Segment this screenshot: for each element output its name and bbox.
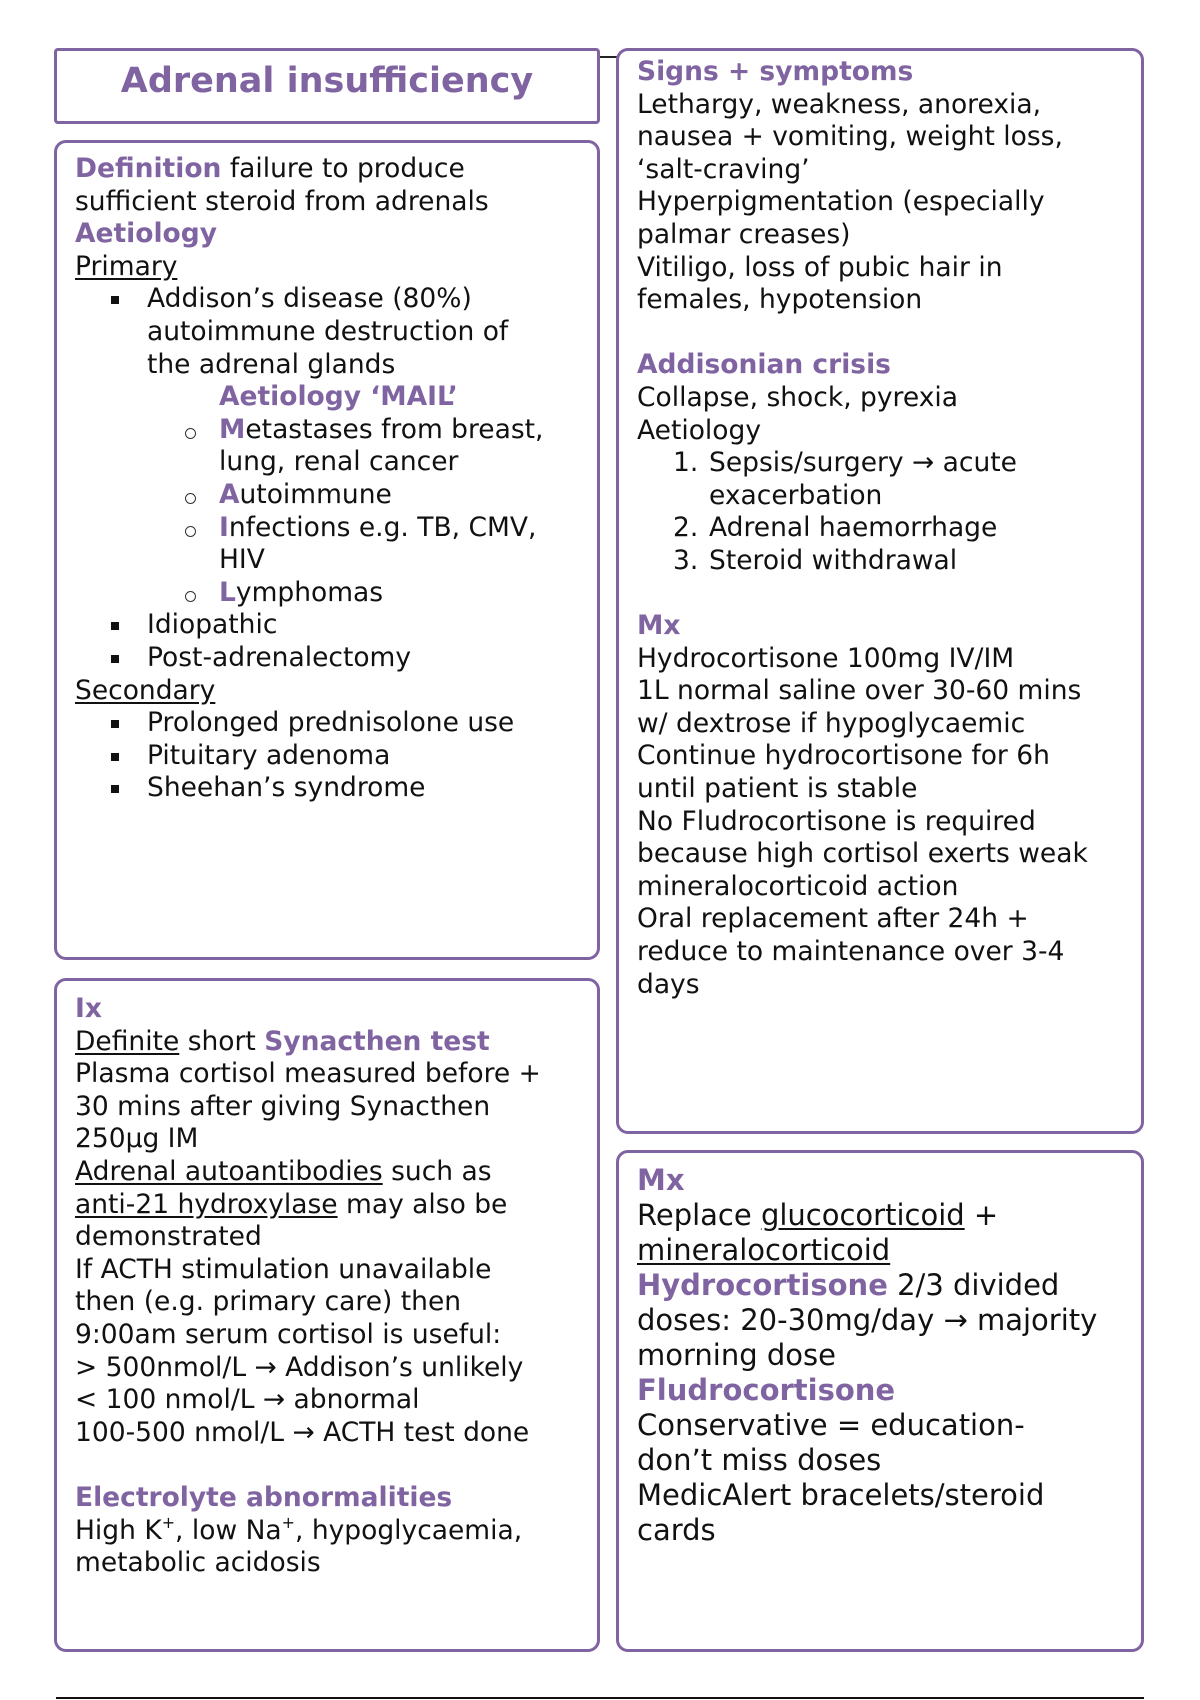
mail-heading-text-3: ’ — [447, 381, 458, 413]
ix-text: 100-500 nmol/L → ACTH test done — [75, 1416, 530, 1448]
crisis-mx-heading: Mx — [637, 610, 681, 642]
ix-text: 30 mins after giving Synacthen — [75, 1090, 491, 1122]
list-number: 2. — [673, 512, 699, 544]
mail-text-cont: lung, renal cancer — [219, 446, 459, 478]
mail-text-cont: HIV — [219, 544, 265, 576]
addisons-line-1: Addison’s disease (80%) — [147, 283, 472, 315]
ix-text: If ACTH stimulation unavailable — [75, 1253, 492, 1285]
primary-label: Primary — [75, 250, 178, 282]
mail-text: nfections e.g. TB, CMV, — [228, 511, 537, 543]
secondary-label: Secondary — [75, 674, 216, 706]
list-item-idiopathic — [75, 609, 585, 642]
secondary-text: Sheehan’s syndrome — [147, 772, 426, 804]
ix-text: such as — [382, 1155, 492, 1187]
electrolyte-text: , hypoglycaemia, — [294, 1514, 523, 1546]
definition-text-1: failure to produce — [221, 153, 465, 184]
electrolyte-line-1 — [75, 1512, 585, 1548]
secondary-text: Prolonged prednisolone use — [147, 707, 515, 739]
signs-text: ‘salt-craving’ — [637, 153, 810, 185]
spacer — [75, 1449, 585, 1482]
ix-text: short — [179, 1025, 265, 1057]
list-item-post-adrenalectomy — [75, 642, 585, 675]
crisis-item-text: Adrenal haemorrhage — [709, 512, 998, 544]
signs-heading: Signs + symptoms — [637, 56, 914, 87]
electrolyte-text: , low Na — [175, 1514, 282, 1546]
management-text: doses: 20-30mg/day → majority — [637, 1303, 1098, 1337]
list-item-crisis-2 — [637, 512, 1129, 545]
list-item-addisons — [75, 283, 585, 381]
primary-other-text: Idiopathic — [147, 609, 278, 641]
aetiology-heading: Aetiology — [75, 218, 217, 250]
spacer — [637, 578, 1129, 611]
crisis-heading: Addisonian crisis — [637, 349, 891, 381]
ix-text: may also be — [337, 1188, 508, 1220]
superscript-plus: + — [161, 1512, 176, 1532]
list-number: 1. — [673, 447, 699, 479]
crisis-mx-text: w/ dextrose if hypoglycaemic — [637, 707, 1026, 739]
list-item-secondary — [75, 707, 585, 740]
management-text: cards — [637, 1513, 716, 1547]
page-title: Adrenal insufficiency — [120, 61, 534, 101]
mail-text: etastases from breast, — [245, 413, 544, 445]
management-text: MedicAlert bracelets/steroid — [637, 1478, 1045, 1512]
fludrocortisone-heading: Fludrocortisone — [637, 1373, 896, 1407]
primary-other-text: Post-adrenalectomy — [147, 641, 412, 673]
square-bullet-icon — [111, 622, 119, 630]
addisons-line-2: autoimmune destruction of — [147, 315, 509, 347]
crisis-text: Aetiology — [637, 414, 762, 446]
square-bullet-icon — [111, 753, 119, 761]
definite-label: Definite — [75, 1025, 180, 1057]
list-item-mail-i — [75, 512, 585, 577]
title-box — [54, 48, 600, 124]
definition-heading: Definition — [75, 153, 222, 184]
footer-divider — [56, 1697, 1144, 1699]
signs-text: Lethargy, weakness, anorexia, — [637, 88, 1042, 120]
signs-crisis-box — [616, 48, 1144, 1134]
addisons-line-3: the adrenal glands — [147, 348, 396, 380]
management-text: 2/3 divided — [887, 1268, 1060, 1302]
mail-letter: I — [219, 511, 229, 543]
definition-line-1 — [75, 153, 585, 186]
circle-bullet-icon — [185, 428, 196, 439]
crisis-mx-text: Continue hydrocortisone for 6h — [637, 740, 1050, 772]
signs-text: Vitiligo, loss of pubic hair in — [637, 251, 1003, 283]
electrolyte-heading: Electrolyte abnormalities — [75, 1481, 453, 1513]
crisis-mx-text: reduce to maintenance over 3-4 — [637, 936, 1065, 968]
mail-heading — [75, 381, 585, 414]
ix-text: 250µg IM — [75, 1123, 199, 1155]
mail-heading-acronym: MAIL — [380, 381, 448, 413]
ix-text: < 100 nmol/L → abnormal — [75, 1384, 420, 1416]
crisis-mx-text: No Fludrocortisone is required — [637, 805, 1036, 837]
mail-letter: M — [219, 413, 246, 445]
square-bullet-icon — [111, 785, 119, 793]
signs-text: females, hypotension — [637, 284, 923, 316]
ix-text: > 500nmol/L → Addison’s unlikely — [75, 1351, 524, 1383]
management-text: Conservative = education- — [637, 1408, 1025, 1442]
list-number: 3. — [673, 544, 699, 576]
mineralocorticoid-label: mineralocorticoid — [637, 1233, 891, 1267]
crisis-mx-text: days — [637, 968, 700, 1000]
definition-aetiology-content — [75, 153, 585, 805]
signs-text: nausea + vomiting, weight loss, — [637, 121, 1063, 153]
management-content — [637, 1163, 1129, 1548]
glucocorticoid-label: glucocorticoid — [760, 1198, 965, 1232]
spacer — [637, 317, 1129, 350]
crisis-text: Collapse, shock, pyrexia — [637, 381, 958, 413]
definition-aetiology-box — [54, 140, 600, 960]
crisis-mx-text: Oral replacement after 24h + — [637, 903, 1029, 935]
list-item-crisis-1 — [637, 447, 1129, 512]
square-bullet-icon — [111, 720, 119, 728]
superscript-plus: + — [281, 1512, 295, 1532]
crisis-mx-text: until patient is stable — [637, 773, 918, 805]
crisis-item-cont: exacerbation — [709, 479, 883, 511]
list-item-mail-l — [75, 577, 585, 610]
ix-text: Plasma cortisol measured before + — [75, 1058, 541, 1090]
electrolyte-text: metabolic acidosis — [75, 1547, 321, 1579]
mail-letter: L — [219, 576, 236, 608]
signs-text: Hyperpigmentation (especially — [637, 186, 1045, 218]
crisis-item-text: Steroid withdrawal — [709, 544, 958, 576]
definition-text-2: sufficient steroid from adrenals — [75, 185, 489, 217]
list-item-secondary — [75, 740, 585, 773]
management-text: + — [964, 1198, 999, 1232]
list-item-secondary — [75, 772, 585, 805]
crisis-item-text: Sepsis/surgery → acute — [709, 447, 1017, 479]
circle-bullet-icon — [185, 526, 196, 537]
management-box — [616, 1150, 1144, 1652]
crisis-mx-text: because high cortisol exerts weak — [637, 838, 1088, 870]
list-item-mail-a — [75, 479, 585, 512]
list-item-crisis-3 — [637, 545, 1129, 578]
mail-text: utoimmune — [239, 478, 392, 510]
autoantibodies-label: Adrenal autoantibodies — [75, 1155, 383, 1187]
secondary-text: Pituitary adenoma — [147, 739, 391, 771]
circle-bullet-icon — [185, 493, 196, 504]
mail-text: ymphomas — [235, 576, 384, 608]
circle-bullet-icon — [185, 591, 196, 602]
crisis-mx-text: mineralocorticoid action — [637, 870, 959, 902]
ix-text: demonstrated — [75, 1221, 262, 1253]
management-text: morning dose — [637, 1338, 836, 1372]
crisis-mx-text: 1L normal saline over 30-60 mins — [637, 675, 1082, 707]
electrolyte-text: High K — [75, 1514, 162, 1546]
signs-text: palmar creases) — [637, 218, 851, 250]
signs-crisis-content — [637, 56, 1129, 1001]
management-heading: Mx — [637, 1163, 685, 1197]
mail-letter: A — [219, 478, 240, 510]
management-text: Replace — [637, 1198, 761, 1232]
hydrocortisone-heading: Hydrocortisone — [637, 1268, 888, 1302]
square-bullet-icon — [111, 655, 119, 663]
mail-heading-text-1: Aetiology ‘ — [219, 381, 381, 413]
investigations-content — [75, 993, 585, 1580]
square-bullet-icon — [111, 296, 119, 304]
ix-text: 9:00am serum cortisol is useful: — [75, 1318, 502, 1350]
crisis-mx-text: Hydrocortisone 100mg IV/IM — [637, 642, 1015, 674]
ix-text: then (e.g. primary care) then — [75, 1286, 462, 1318]
ix-heading: Ix — [75, 993, 102, 1024]
list-item-mail-m — [75, 414, 585, 479]
management-text: don’t miss doses — [637, 1443, 882, 1477]
investigations-box — [54, 978, 600, 1652]
synacthen-heading: Synacthen test — [264, 1025, 490, 1057]
hydroxylase-label: anti-21 hydroxylase — [75, 1188, 338, 1220]
